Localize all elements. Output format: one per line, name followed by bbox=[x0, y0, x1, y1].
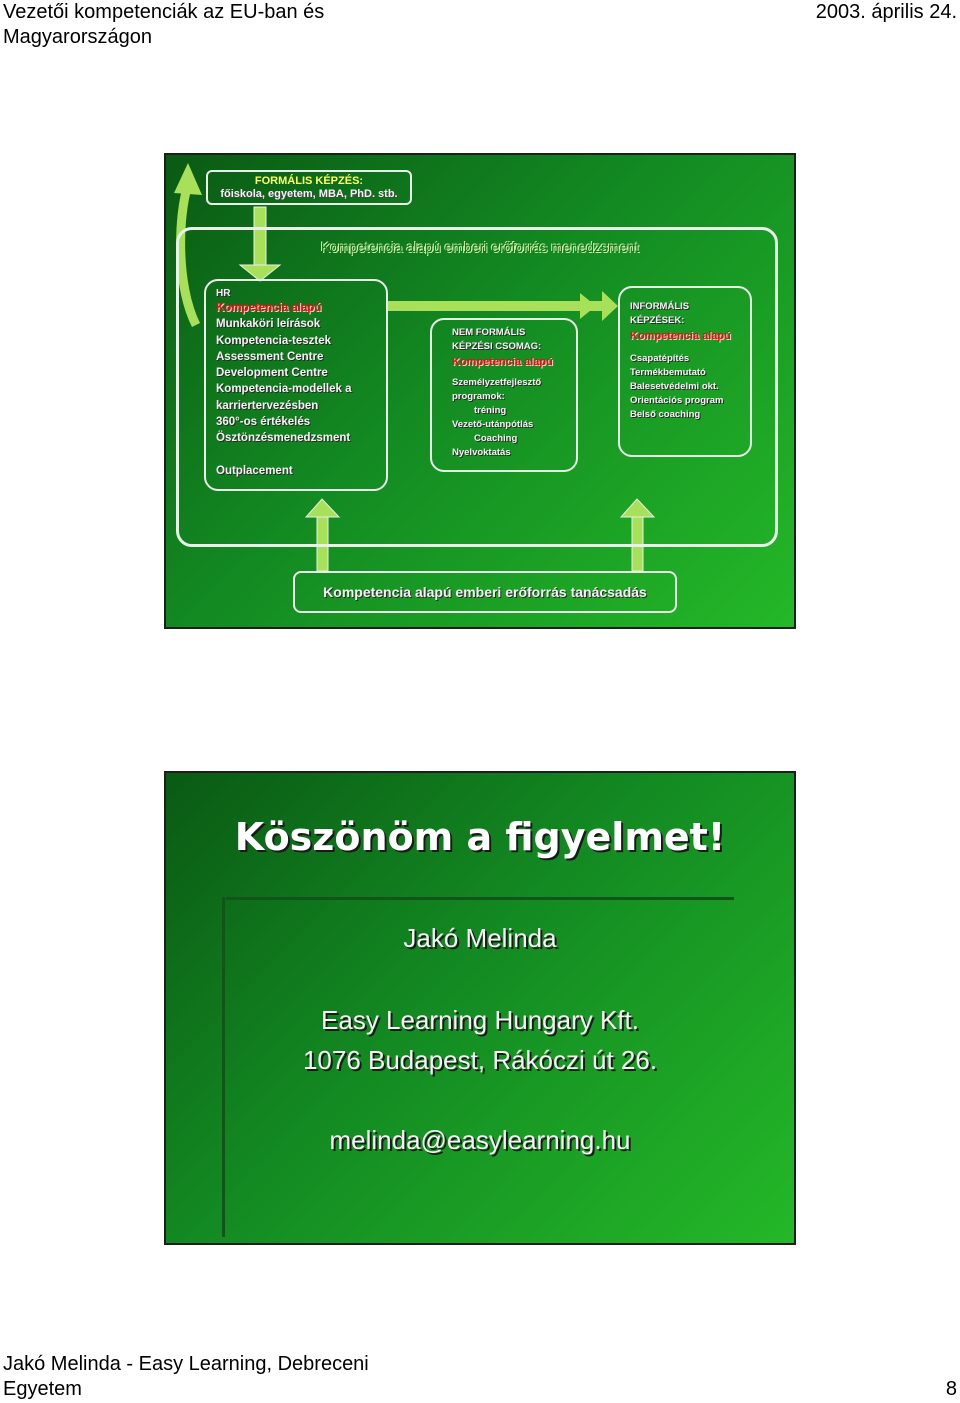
slide-hr-diagram bbox=[164, 153, 796, 629]
informal-label: KÉPZÉSEK: bbox=[630, 315, 685, 326]
hr-box bbox=[204, 279, 388, 491]
header-date: 2003. április 24. bbox=[815, 1, 957, 23]
presenter-name: Jakó Melinda bbox=[403, 923, 557, 953]
nonformal-item: Nyelvoktatás bbox=[452, 447, 511, 458]
nonformal-subheading: Kompetencia alapú bbox=[452, 356, 553, 368]
slide-thank-you bbox=[164, 771, 796, 1245]
hr-item: Munkaköri leírások bbox=[216, 318, 321, 331]
nonformal-box bbox=[430, 318, 578, 472]
nonformal-item: tréning bbox=[474, 405, 507, 416]
hr-item-last: Outplacement bbox=[216, 464, 293, 477]
feedback-arrowhead bbox=[174, 163, 202, 195]
header-title-line1: Vezetői kompetenciák az EU-ban és bbox=[3, 1, 325, 23]
slide-divider-horizontal bbox=[226, 897, 734, 900]
informal-box bbox=[618, 286, 752, 457]
hr-item: karriertervezésben bbox=[216, 399, 319, 412]
thank-you-title: Köszönöm a figyelmet! bbox=[234, 815, 726, 859]
hr-management-title: Kompetencia alapú emberi erőforrás menedzsment bbox=[320, 239, 640, 255]
nonformal-item: Coaching bbox=[474, 433, 518, 444]
formal-training-items: főiskola, egyetem, MBA, PhD. stb. bbox=[220, 188, 398, 200]
footer-author-line2: Egyetem bbox=[3, 1378, 82, 1400]
informal-subheading: Kompetencia alapú bbox=[630, 330, 731, 342]
hr-heading: HR bbox=[216, 288, 231, 299]
informal-item: Balesetvédelmi okt. bbox=[630, 381, 719, 392]
footer-author-line1: Jakó Melinda - Easy Learning, Debreceni bbox=[3, 1353, 369, 1375]
nonformal-item: Személyzetfejlesztő bbox=[452, 377, 542, 388]
hr-subheading: Kompetencia alapú bbox=[216, 302, 322, 314]
informal-item: Orientációs program bbox=[630, 395, 724, 406]
informal-label: INFORMÁLIS bbox=[630, 301, 690, 312]
header-title-line2: Magyarországon bbox=[3, 26, 152, 48]
page-number: 8 bbox=[945, 1378, 957, 1400]
formal-training-box bbox=[206, 170, 412, 205]
company-name: Easy Learning Hungary Kft. bbox=[321, 1005, 639, 1035]
hr-item: Kompetencia-modellek a bbox=[216, 383, 352, 396]
hr-consulting-box: Kompetencia alapú emberi erőforrás tanácsadás bbox=[293, 571, 677, 613]
informal-item: Belső coaching bbox=[630, 409, 701, 420]
company-address: 1076 Budapest, Rákóczi út 26. bbox=[302, 1045, 658, 1075]
hr-item: Ösztönzésmenedzsment bbox=[216, 432, 351, 445]
nonformal-item: programok: bbox=[452, 391, 505, 402]
document-footer-author bbox=[3, 1352, 369, 1402]
hr-item: 360°-os értékelés bbox=[216, 416, 311, 429]
nonformal-label: NEM FORMÁLIS bbox=[452, 327, 526, 338]
informal-item: Csapatépítés bbox=[630, 353, 690, 364]
hr-item: Kompetencia-tesztek bbox=[216, 334, 332, 347]
hr-item: Development Centre bbox=[216, 367, 328, 380]
contact-email: melinda@easylearning.hu bbox=[329, 1125, 631, 1155]
nonformal-item: Vezető-utánpótlás bbox=[452, 419, 534, 430]
hr-item: Assessment Centre bbox=[216, 350, 324, 363]
formal-training-label: FORMÁLIS KÉPZÉS: bbox=[254, 175, 364, 187]
nonformal-label: KÉPZÉSI CSOMAG: bbox=[452, 341, 542, 352]
informal-item: Termékbemutató bbox=[630, 367, 706, 378]
document-header-title bbox=[3, 0, 324, 50]
